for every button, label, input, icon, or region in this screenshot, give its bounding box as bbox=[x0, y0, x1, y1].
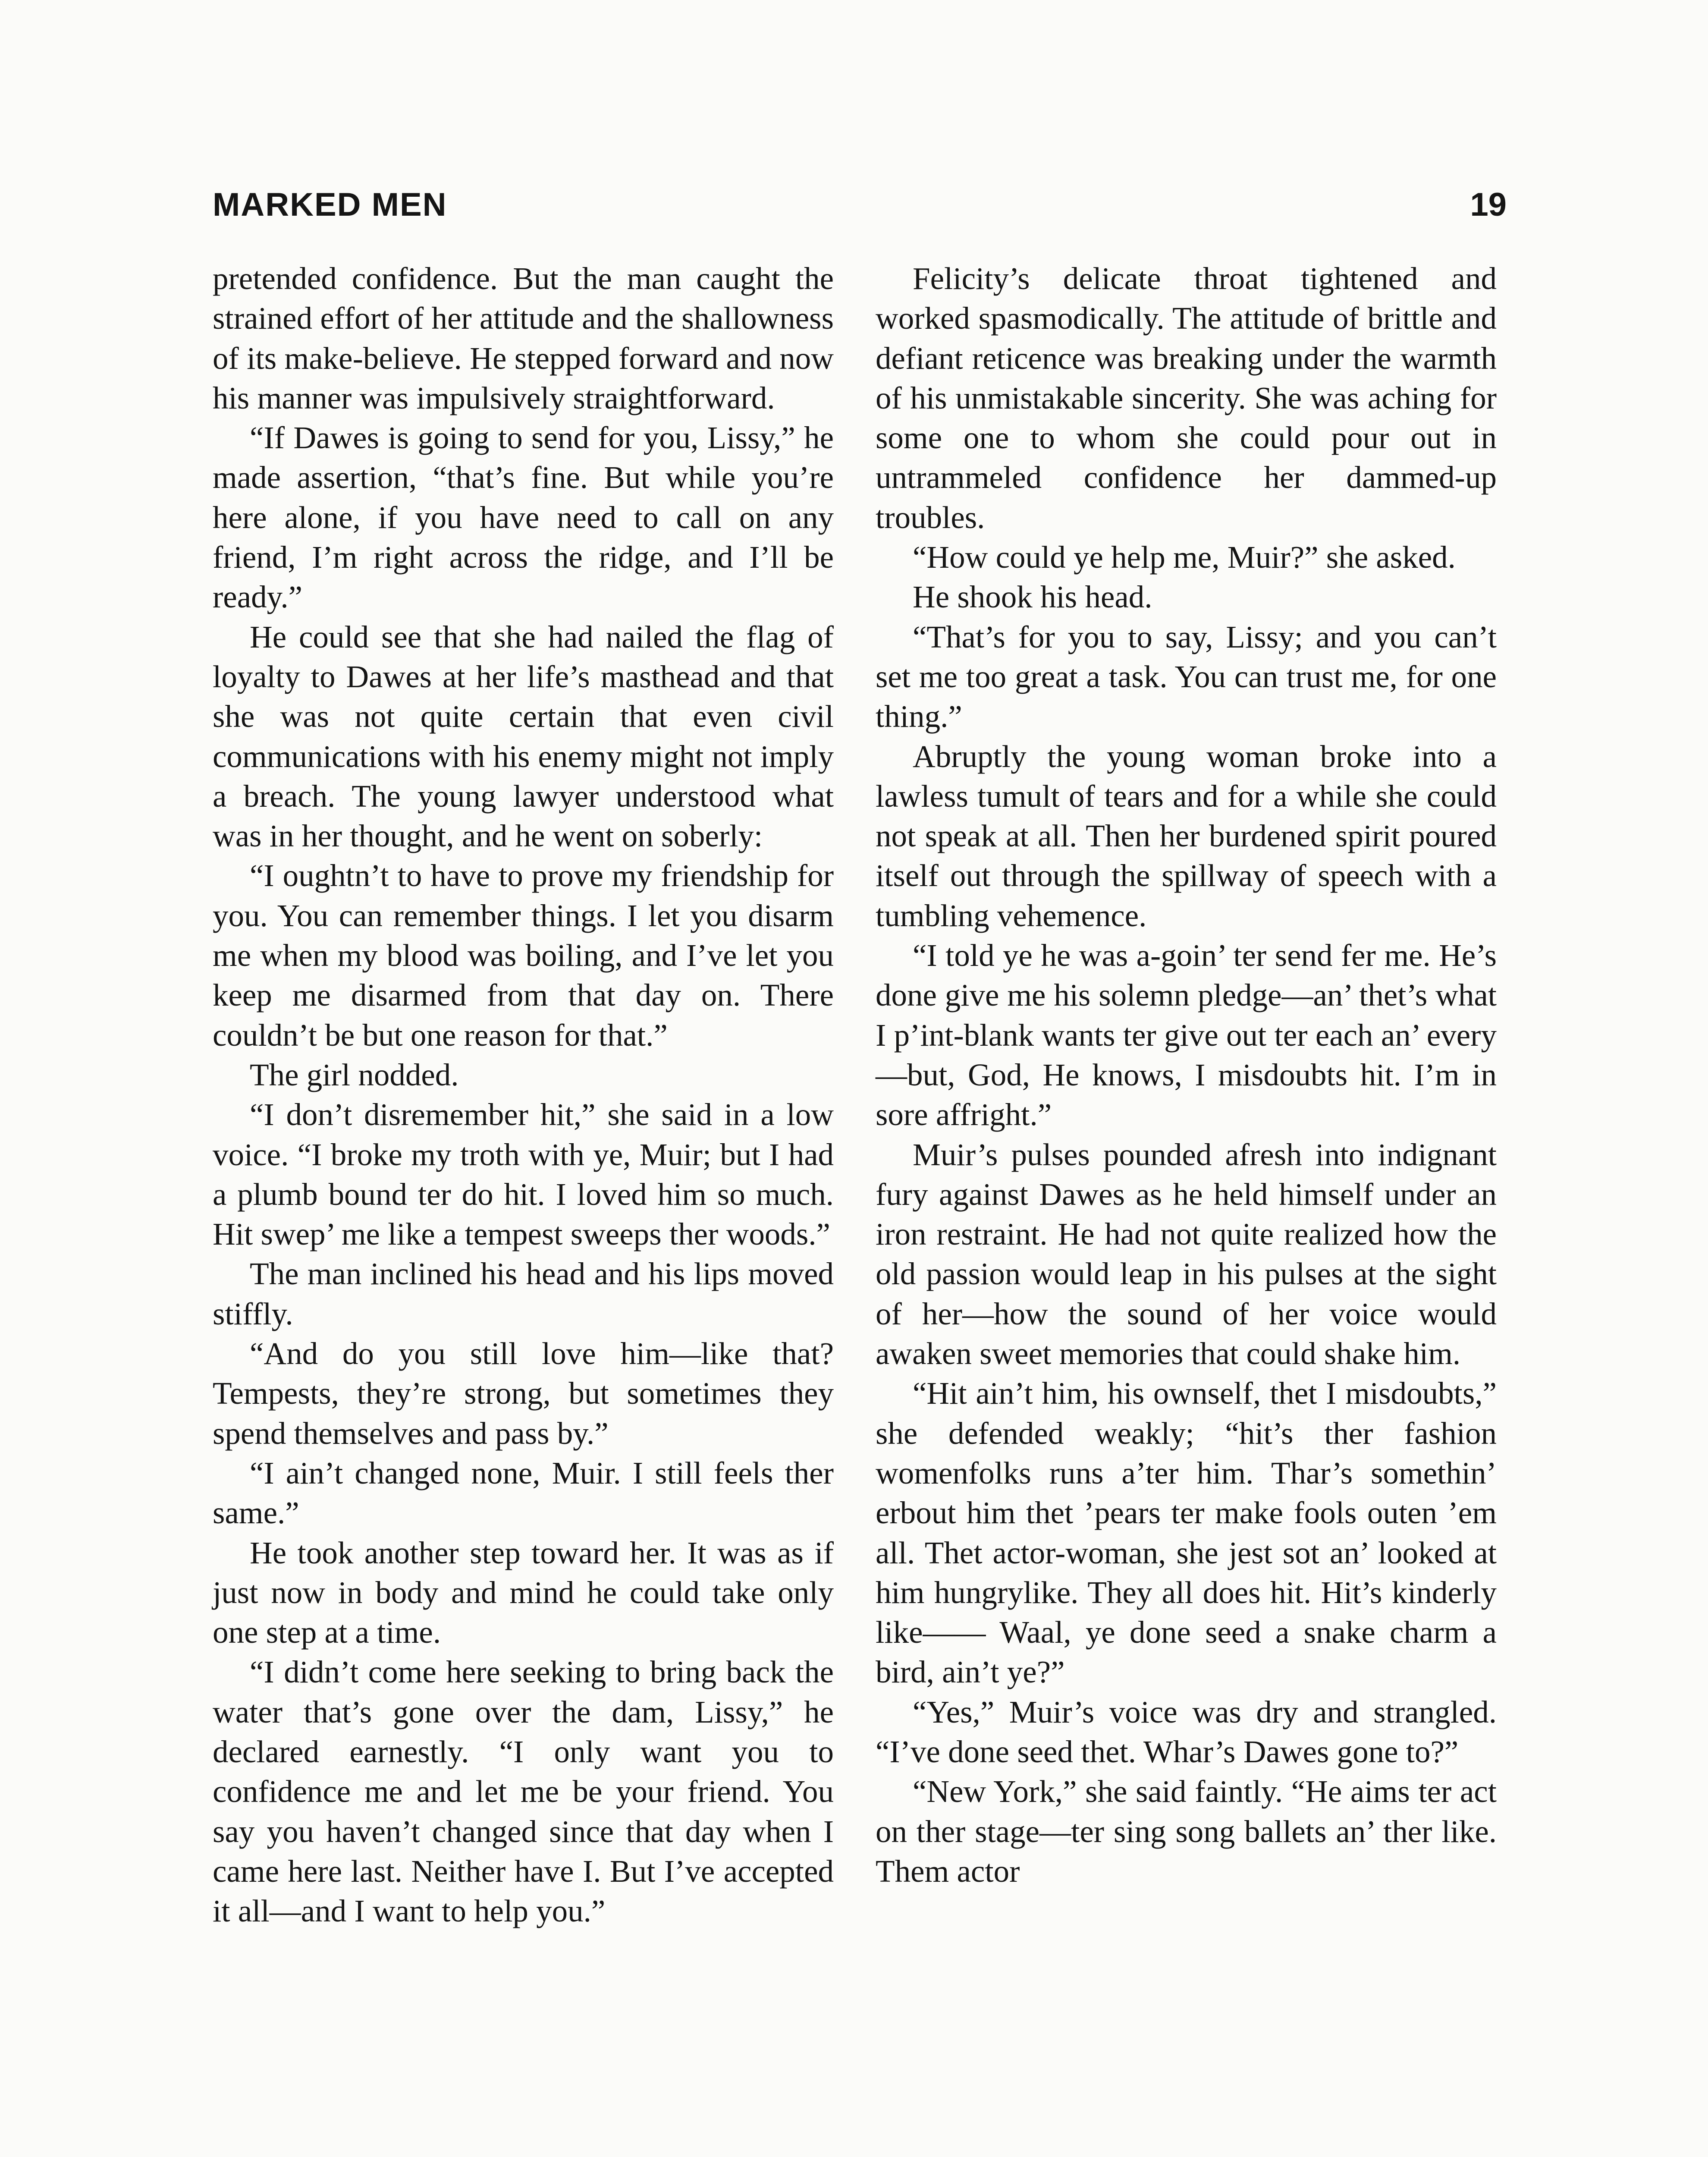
paragraph: “If Dawes is going to send for you, Lissy,” he made assertion, “that’s fine. But while you’re here alone, if you have need to call on any friend, I’m right across the ridge, and I’ll be ready.” bbox=[213, 420, 834, 615]
paragraph: He could see that she had nailed the flag of loyalty to Dawes at her life’s masthead and that she was not quite certain that even civil communications with his enemy might not imply a breach. The young lawyer understood what was in her thought, and he went on soberly: bbox=[213, 619, 834, 854]
paragraph: “That’s for you to say, Lissy; and you can’t set me too great a task. You can trust me, for one thing.” bbox=[876, 619, 1497, 734]
paragraph: The girl nodded. bbox=[250, 1057, 459, 1092]
page-header bbox=[213, 183, 1507, 235]
paragraph: “Yes,” Muir’s voice was dry and strangled. “I’ve done seed thet. Whar’s Dawes gone to?” bbox=[876, 1694, 1497, 1769]
paragraph: He shook his head. bbox=[913, 579, 1152, 615]
paragraph: “New York,” she said faintly. “He aims ter act on ther stage—ter sing song ballets an’ ther like. Them actor bbox=[876, 1774, 1497, 1889]
paragraph: “And do you still love him—like that? Tempests, they’re strong, but sometimes they spend themselves and pass by.” bbox=[213, 1336, 834, 1451]
paragraph: pretended confidence. But the man caught the strained effort of her attitude and the shallowness of its make-believe. He stepped forward and now his manner was impulsively straightforward. bbox=[213, 261, 834, 415]
paragraph: The man inclined his head and his lips moved stiffly. bbox=[213, 1256, 834, 1331]
paragraph: “How could ye help me, Muir?” she asked. bbox=[913, 540, 1456, 575]
paragraph: Muir’s pulses pounded afresh into indignant fury against Dawes as he held himself under an iron restraint. He had not quite realized how the old passion would leap in his pulses at the sight of her—how the sound of her voice would awaken sweet memories that could shake him. bbox=[876, 1137, 1497, 1371]
paragraph: “Hit ain’t him, his ownself, thet I misdoubts,” she defended weakly; “hit’s ther fashion womenfolks runs a’ter him. Thar’s somethin’ erbout him thet ’pears ter make fools outen ’em all. Thet actor-woman, she jest sot an’ looked at him hungrylike. They all does hit. Hit’s kinderly like—— Waal, ye done seed a snake charm a bird, ain’t ye?” bbox=[876, 1376, 1497, 1690]
paragraph: “I didn’t come here seeking to bring back the water that’s gone over the dam, Lissy,” he declared earnestly. “I only want you to confidence me and let me be your friend. You say you haven’t changed since that day when I came here last. Neither have I. But I’ve accepted it all—and I want to help you.” bbox=[213, 1654, 834, 1929]
right-column bbox=[876, 259, 1497, 1891]
paragraph: “I ain’t changed none, Muir. I still feels ther same.” bbox=[213, 1455, 834, 1531]
paragraph: “I don’t disremember hit,” she said in a low voice. “I broke my troth with ye, Muir; but I had a plumb bound ter do hit. I loved him so much. Hit swep’ me like a tempest sweeps ther woods.” bbox=[213, 1097, 834, 1252]
paragraph: “I oughtn’t to have to prove my friendship for you. You can remember things. I let you disarm me when my blood was boiling, and I’ve let you keep me disarmed from that day on. There couldn’t be but one reason for that.” bbox=[213, 858, 834, 1053]
paragraph: “I told ye he was a-goin’ ter send fer me. He’s done give me his solemn pledge—an’ thet’s what I p’int-blank wants ter give out ter each an’ every—but, God, He knows, I misdoubts hit. I’m in sore affright.” bbox=[876, 938, 1497, 1132]
paragraph: Abruptly the young woman broke into a lawless tumult of tears and for a while she could not speak at all. Then her burdened spirit poured itself out through the spillway of speech with a tumbling vehemence. bbox=[876, 739, 1497, 933]
running-head: MARKED MEN bbox=[213, 186, 447, 223]
left-column bbox=[213, 259, 834, 1931]
paragraph: Felicity’s delicate throat tightened and worked spasmodically. The attitude of brittle and defiant reticence was breaking under the warmth of his unmistakable sincerity. She was aching for some one to whom she could pour out in untrammeled confidence her dammed-up troubles. bbox=[876, 261, 1497, 535]
paragraph: He took another step toward her. It was as if just now in body and mind he could take only one step at a time. bbox=[213, 1535, 834, 1650]
page-number: 19 bbox=[1470, 186, 1507, 223]
